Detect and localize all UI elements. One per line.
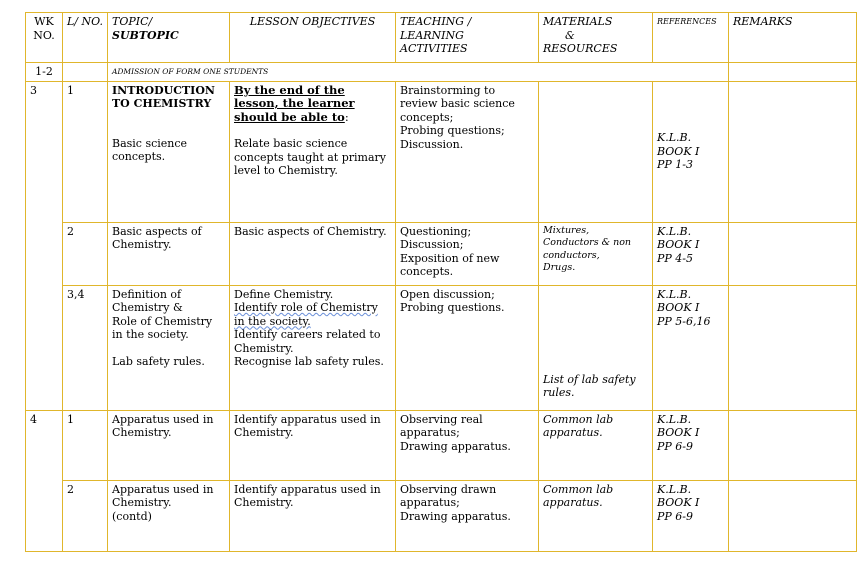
references-cell: K.L.B. BOOK I PP 6-9	[653, 410, 729, 480]
remarks-cell	[729, 410, 857, 480]
objectives-cell: Identify apparatus used in Chemistry.	[230, 480, 396, 551]
materials-cell: Common lab apparatus.	[539, 480, 653, 551]
lesson-no-cell: 1	[63, 410, 108, 480]
week-cell: 1-2	[26, 63, 63, 82]
week-cell: 3	[26, 81, 63, 222]
header-objectives: LESSON OBJECTIVES	[230, 13, 396, 63]
references-cell: K.L.B. BOOK I PP 4-5	[653, 222, 729, 285]
table-row	[26, 480, 857, 551]
materials-cell	[539, 81, 653, 222]
lesson-no-cell: 1	[63, 81, 108, 222]
activities-cell: Observing drawn apparatus; Drawing apparatus.	[396, 480, 539, 551]
header-activities: TEACHING / LEARNING ACTIVITIES	[396, 13, 539, 63]
lesson-no-cell: 2	[63, 222, 108, 285]
empty-cell	[63, 63, 108, 82]
remarks-cell	[729, 480, 857, 551]
materials-cell: List of lab safety rules.	[539, 285, 653, 410]
references-cell: K.L.B. BOOK I PP 5-6,16	[653, 285, 729, 410]
header-materials: MATERIALS & RESOURCES	[539, 13, 653, 63]
table-row	[26, 285, 857, 410]
objectives-cell: Basic aspects of Chemistry.	[230, 222, 396, 285]
admission-text: ADMISSION OF FORM ONE STUDENTS	[108, 63, 729, 82]
week-cell: 4	[26, 410, 63, 480]
topic-cell: Apparatus used in Chemistry.	[108, 410, 230, 480]
references-cell: K.L.B. BOOK I PP 1-3	[653, 81, 729, 222]
week-cell	[26, 222, 63, 285]
empty-cell	[729, 63, 857, 82]
activities-cell: Observing real apparatus; Drawing apparatus.	[396, 410, 539, 480]
topic-cell: Apparatus used in Chemistry. (contd)	[108, 480, 230, 551]
scheme-of-work-table	[25, 12, 857, 552]
week-cell	[26, 285, 63, 410]
lesson-no-cell: 2	[63, 480, 108, 551]
remarks-cell	[729, 222, 857, 285]
activities-cell: Brainstorming to review basic science concepts; Probing questions; Discussion.	[396, 81, 539, 222]
objectives-cell: Identify apparatus used in Chemistry.	[230, 410, 396, 480]
header-references: REFERENCES	[653, 13, 729, 63]
header-remarks: REMARKS	[729, 13, 857, 63]
header-lesson-no: L/ NO.	[63, 13, 108, 63]
topic-cell: INTRODUCTION TO CHEMISTRY Basic science concepts.	[108, 81, 230, 222]
activities-cell: Open discussion; Probing questions.	[396, 285, 539, 410]
objectives-cell: By the end of the lesson, the learner should be able to: Relate basic science concepts taught at primary level to Chemistry.	[230, 81, 396, 222]
table-row	[26, 81, 857, 222]
remarks-cell	[729, 285, 857, 410]
header-row	[26, 13, 857, 63]
remarks-cell	[729, 81, 857, 222]
header-wk: WK NO.	[26, 13, 63, 63]
materials-cell: Mixtures, Conductors & non conductors, Drugs.	[539, 222, 653, 285]
table-row	[26, 410, 857, 480]
topic-cell: Definition of Chemistry & Role of Chemistry in the society. Lab safety rules.	[108, 285, 230, 410]
references-cell: K.L.B. BOOK I PP 6-9	[653, 480, 729, 551]
topic-cell: Basic aspects of Chemistry.	[108, 222, 230, 285]
table-row	[26, 222, 857, 285]
activities-cell: Questioning; Discussion; Exposition of new concepts.	[396, 222, 539, 285]
admission-row	[26, 63, 857, 82]
lesson-no-cell: 3,4	[63, 285, 108, 410]
materials-cell: Common lab apparatus.	[539, 410, 653, 480]
objectives-cell: Define Chemistry. Identify role of Chemistry in the society. Identify careers related to Chemistry. Recognise lab safety rules.	[230, 285, 396, 410]
week-cell	[26, 480, 63, 551]
header-topic: TOPIC/ SUBTOPIC	[108, 13, 230, 63]
